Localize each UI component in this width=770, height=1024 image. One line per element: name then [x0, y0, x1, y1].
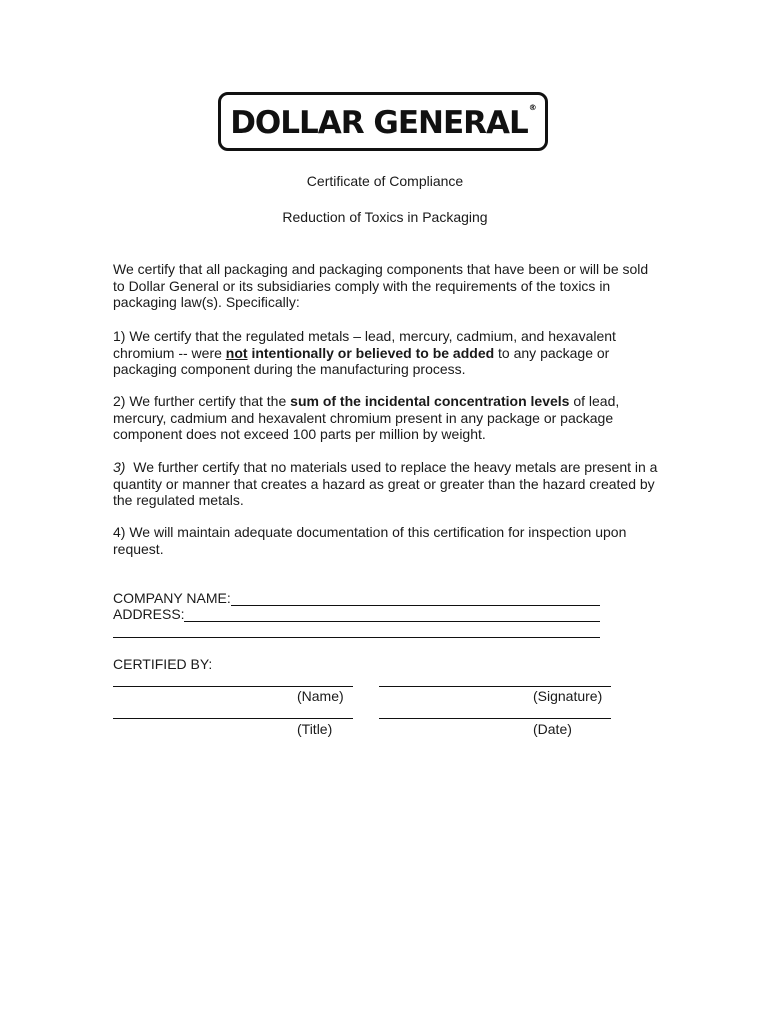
intro-paragraph: We certify that all packaging and packaging components that have been or will be sold to Dollar General or its subsidiaries comply with the requirements of the toxics in packaging law(s). Specifically:	[113, 261, 649, 310]
item2-text-before: 2) We further certify that the	[113, 393, 291, 409]
item2-bold-text: sum of the incidental concentration levels	[290, 393, 570, 409]
title-field[interactable]	[113, 718, 353, 719]
certification-item-1	[113, 328, 658, 378]
date-caption: (Date)	[533, 721, 572, 737]
address-label: ADDRESS:	[113, 606, 185, 622]
date-field[interactable]	[379, 718, 611, 719]
certification-item-3	[113, 459, 662, 509]
item1-text-before: 1) We certify that the regulated metals – lead, mercury, cadmium, and hexavalent chromium -- were	[113, 328, 616, 361]
item3-number: 3)	[113, 459, 126, 475]
item1-bold-text: intentionally or believed to be added	[247, 344, 495, 361]
logo-wordmark: DOLLAR GENERAL®	[230, 102, 536, 141]
registered-mark: ®	[528, 102, 536, 112]
dollar-general-logo	[218, 92, 548, 151]
signature-field[interactable]	[379, 686, 611, 687]
title-caption: (Title)	[297, 721, 333, 737]
address-field-line-2[interactable]	[113, 637, 600, 638]
item3-text: We further certify that no materials used to replace the heavy metals are present in a quantity or manner that creates a hazard as great or greater than the hazard created by the regulated metals.	[113, 459, 662, 508]
document-subtitle: Reduction of Toxics in Packaging	[282, 209, 488, 225]
item1-text-after: to any package or packaging component during the manufacturing process.	[113, 344, 610, 377]
certified-by-label: CERTIFIED BY:	[113, 656, 213, 672]
name-caption: (Name)	[297, 688, 344, 704]
item2-text-after: of lead, mercury, cadmium and hexavalent chromium present in any package or package component does not exceed 100 parts per million by weight.	[113, 393, 620, 442]
address-field-line-1[interactable]	[184, 621, 600, 622]
company-name-field[interactable]	[231, 605, 600, 606]
item1-not-emphasis: not	[225, 344, 248, 361]
document-title: Certificate of Compliance	[306, 173, 464, 189]
certification-item-4: 4) We will maintain adequate documentation of this certification for inspection upon request.	[113, 524, 627, 557]
company-name-label: COMPANY NAME:	[113, 590, 231, 606]
signature-caption: (Signature)	[533, 688, 603, 704]
certification-item-2	[113, 393, 658, 443]
name-field[interactable]	[113, 686, 353, 687]
